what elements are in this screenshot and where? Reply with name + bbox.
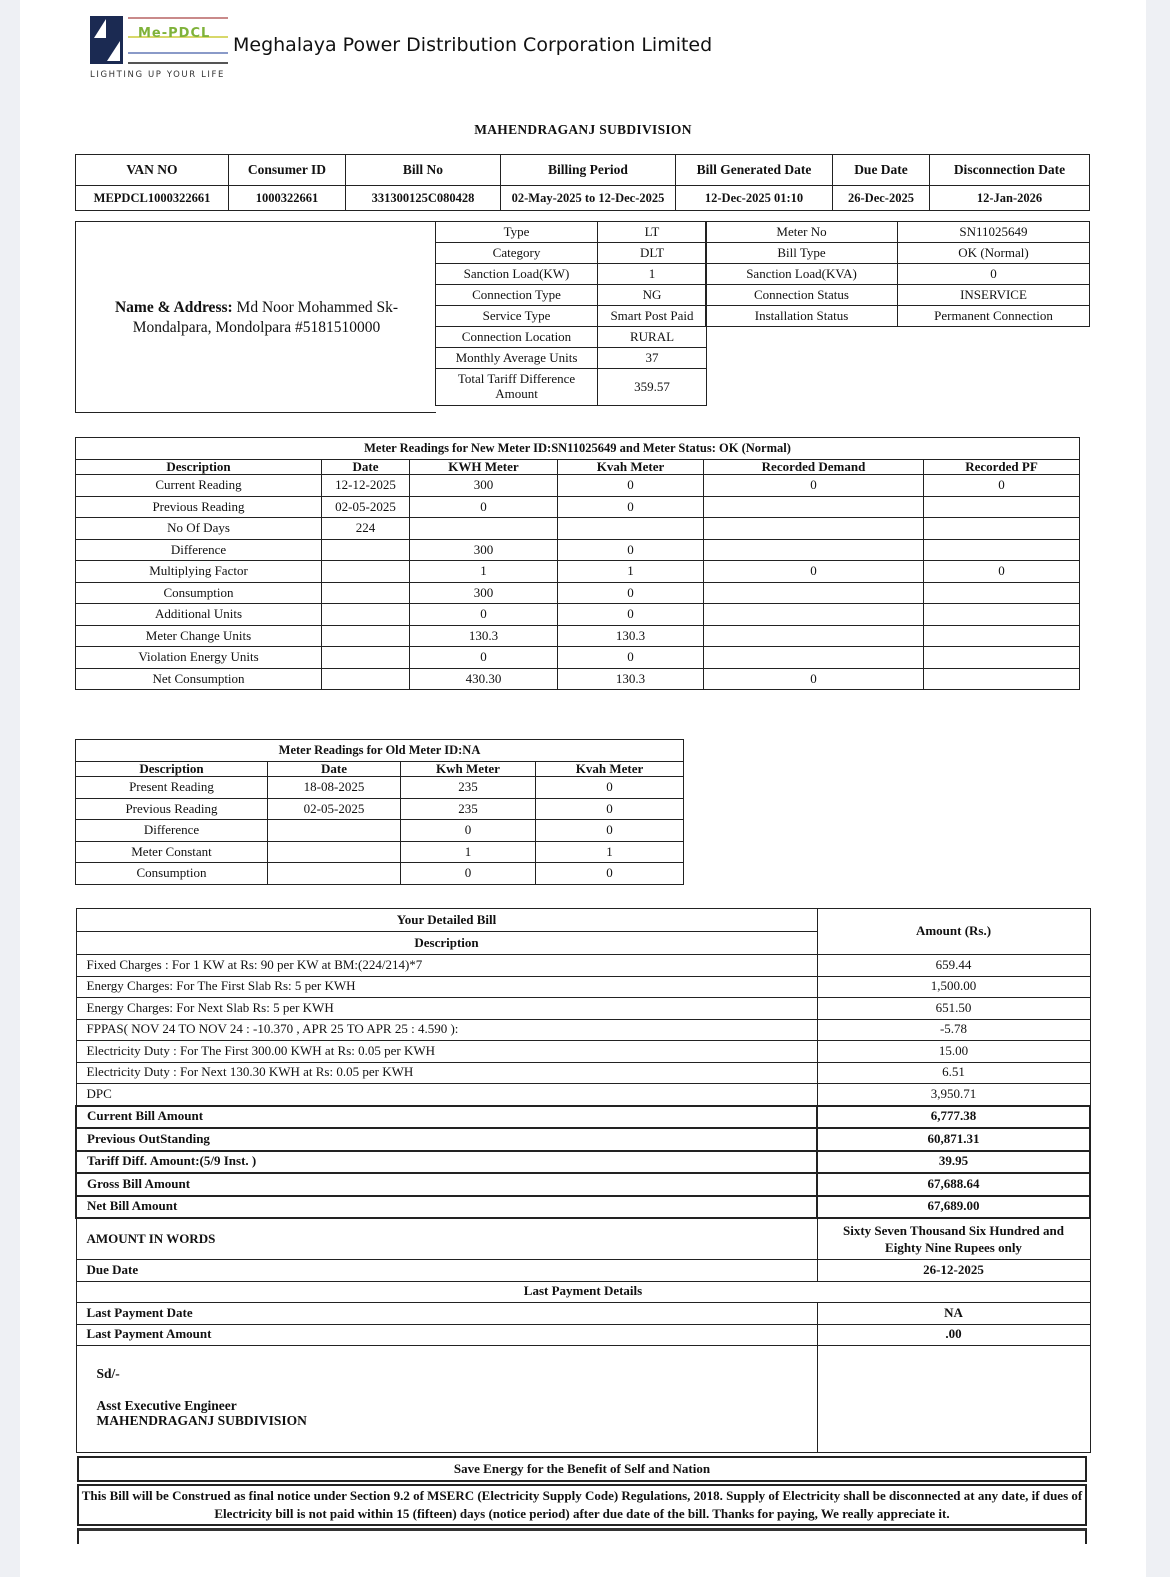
footer-slogan: Save Energy for the Benefit of Self and Nation <box>78 1457 1086 1481</box>
table-cell: 0 <box>558 496 704 518</box>
bill-due-date: 26-12-2025 <box>817 1260 1090 1282</box>
info-row <box>436 369 707 406</box>
table-cell: Due Date <box>76 1260 817 1282</box>
table-cell: Net Bill Amount <box>76 1196 817 1219</box>
disconnection-date: 12-Jan-2026 <box>930 186 1090 211</box>
header-due-date: Due Date <box>833 155 930 186</box>
signature-row <box>76 1346 1090 1453</box>
table-cell: Last Payment Amount <box>76 1324 817 1346</box>
table-cell: 12-12-2025 <box>322 475 410 497</box>
consumer-address: Mondalpara, Mondolpara #5181510000 <box>132 319 381 336</box>
table-cell: Service Type <box>436 306 598 327</box>
info-row <box>436 327 707 348</box>
table-row <box>76 841 684 863</box>
table-cell: Difference <box>76 820 268 842</box>
table-cell: 130.3 <box>558 625 704 647</box>
table-cell: 0 <box>558 647 704 669</box>
info-row <box>706 222 1090 243</box>
sanction-load-kva-value: 0 <box>898 264 1090 285</box>
table-cell <box>268 841 401 863</box>
table-cell: 0 <box>401 863 536 885</box>
logo-text: Me-PDCL <box>138 26 211 41</box>
table-cell <box>924 582 1080 604</box>
table-cell: 0 <box>558 539 704 561</box>
table-cell: 430.30 <box>410 668 558 690</box>
monthly-average-units-value: 37 <box>598 348 707 369</box>
table-cell: Date <box>268 761 401 777</box>
table-cell: Previous Reading <box>76 496 322 518</box>
table-cell: Energy Charges: For The First Slab Rs: 5 per KWH <box>76 976 817 998</box>
table-cell: 3,950.71 <box>817 1084 1090 1106</box>
charge-row <box>76 998 1090 1020</box>
bill-due-date-row <box>76 1260 1090 1282</box>
table-cell: Installation Status <box>706 306 898 327</box>
table-cell <box>268 820 401 842</box>
table-cell: KWH Meter <box>410 459 558 475</box>
signature-designation: Asst Executive Engineer <box>96 1397 237 1413</box>
table-cell: Type <box>436 222 598 243</box>
consumer-name: Md Noor Mohammed Sk- <box>236 299 398 316</box>
gross-bill-row <box>76 1173 1090 1196</box>
due-date: 26-Dec-2025 <box>833 186 930 211</box>
amount-in-words-row <box>76 1218 1090 1260</box>
name-address-label: Name & Address: <box>114 299 233 316</box>
table-cell: 1 <box>558 561 704 583</box>
charge-row <box>76 1062 1090 1084</box>
table-row <box>76 777 684 799</box>
charge-row <box>76 1019 1090 1041</box>
current-bill-row <box>76 1106 1090 1129</box>
table-cell: Description <box>76 459 322 475</box>
table-cell: Monthly Average Units <box>436 348 598 369</box>
connection-info-table-left <box>435 221 707 406</box>
installation-status-value: Permanent Connection <box>898 306 1090 327</box>
table-cell: 0 <box>401 820 536 842</box>
table-cell <box>410 518 558 540</box>
table-cell: 0 <box>410 647 558 669</box>
header-consumer-id: Consumer ID <box>229 155 346 186</box>
logo-mark-icon <box>90 16 123 64</box>
table-cell <box>704 604 924 626</box>
table-cell <box>924 668 1080 690</box>
table-cell: -5.78 <box>817 1019 1090 1041</box>
table-cell <box>322 647 410 669</box>
table-cell: Category <box>436 243 598 264</box>
table-cell: Connection Location <box>436 327 598 348</box>
signature-sd: Sd/- <box>96 1366 120 1381</box>
charge-row <box>76 955 1090 977</box>
table-cell: Difference <box>76 539 322 561</box>
bill-page <box>20 0 1146 1577</box>
table-cell: Meter Constant <box>76 841 268 863</box>
signature-block <box>76 1346 817 1453</box>
amount-in-words <box>817 1218 1090 1260</box>
table-row <box>76 820 684 842</box>
old-meter-header-row <box>76 761 684 777</box>
table-cell: AMOUNT IN WORDS <box>76 1218 817 1260</box>
info-row <box>436 264 707 285</box>
table-cell: Description <box>76 761 268 777</box>
new-meter-header-row <box>76 459 1080 475</box>
header-van-no: VAN NO <box>76 155 229 186</box>
footer-bottom-rule <box>77 1528 1087 1544</box>
table-cell: 0 <box>410 604 558 626</box>
table-cell: Consumption <box>76 582 322 604</box>
table-cell: Total Tariff Difference Amount <box>436 369 598 406</box>
table-cell <box>322 625 410 647</box>
table-cell: 130.3 <box>558 668 704 690</box>
table-cell: DPC <box>76 1084 817 1106</box>
table-row <box>76 475 1080 497</box>
previous-outstanding-row <box>76 1128 1090 1151</box>
table-cell: Current Bill Amount <box>76 1106 817 1129</box>
van-no: MEPDCL1000322661 <box>76 186 229 211</box>
subdivision-title: MAHENDRAGANJ SUBDIVISION <box>474 122 692 137</box>
table-cell: FPPAS( NOV 24 TO NOV 24 : -10.370 , APR 25 TO APR 25 : 4.590 ): <box>76 1019 817 1041</box>
table-cell: Eighty Nine Rupees only <box>885 1240 1022 1255</box>
table-cell: 1,500.00 <box>817 976 1090 998</box>
table-cell: Fixed Charges : For 1 KW at Rs: 90 per KW at BM:(224/214)*7 <box>76 955 817 977</box>
last-payment-date-row <box>76 1303 1090 1325</box>
old-meter-title: Meter Readings for Old Meter ID:NA <box>76 740 684 762</box>
table-cell: 651.50 <box>817 998 1090 1020</box>
table-cell: Meter No <box>706 222 898 243</box>
table-cell: Net Consumption <box>76 668 322 690</box>
table-cell: 235 <box>401 777 536 799</box>
table-cell <box>924 604 1080 626</box>
table-cell: 18-08-2025 <box>268 777 401 799</box>
table-cell: 0 <box>704 475 924 497</box>
table-cell: Kvah Meter <box>558 459 704 475</box>
table-cell: Multiplying Factor <box>76 561 322 583</box>
summary-value-row <box>76 186 1090 211</box>
table-cell <box>924 518 1080 540</box>
charge-row <box>76 976 1090 998</box>
meter-no-value: SN11025649 <box>898 222 1090 243</box>
footer-notice: This Bill will be Construed as final notice under Section 9.2 of MSERC (Electricity Supply Code) Regulations, 2018. Supply of Electricity shall be disconnected at any date, if dues of Electricity bill is not paid within 15 (fifteen) days (notice period) after due date of the bill. Thanks for paying, We really appreciate it. <box>78 1485 1086 1525</box>
new-meter-title: Meter Readings for New Meter ID:SN11025649 and Meter Status: OK (Normal) <box>76 438 1080 460</box>
table-cell: Present Reading <box>76 777 268 799</box>
amount-header: Amount (Rs.) <box>817 909 1090 955</box>
table-cell <box>268 863 401 885</box>
table-cell: Previous Reading <box>76 798 268 820</box>
connection-info-table-right <box>705 221 1090 327</box>
connection-status-value: INSERVICE <box>898 285 1090 306</box>
table-cell: 0 <box>558 604 704 626</box>
info-row <box>436 348 707 369</box>
table-cell: 0 <box>704 668 924 690</box>
info-row <box>706 285 1090 306</box>
new-meter-readings-table <box>75 437 1080 690</box>
table-cell: Violation Energy Units <box>76 647 322 669</box>
table-cell <box>924 647 1080 669</box>
detailed-bill-title: Your Detailed Bill <box>76 909 817 932</box>
table-row <box>76 561 1080 583</box>
table-cell <box>924 625 1080 647</box>
table-row <box>76 863 684 885</box>
table-cell: 300 <box>410 582 558 604</box>
info-row <box>436 306 707 327</box>
current-bill-amount: 6,777.38 <box>817 1106 1090 1129</box>
table-cell: Last Payment Date <box>76 1303 817 1325</box>
table-row <box>76 496 1080 518</box>
gross-bill-amount: 67,688.64 <box>817 1173 1090 1196</box>
previous-outstanding-amount: 60,871.31 <box>817 1128 1090 1151</box>
connection-location-value: RURAL <box>598 327 707 348</box>
table-cell <box>924 496 1080 518</box>
charge-row <box>76 1084 1090 1106</box>
charge-row <box>76 1041 1090 1063</box>
table-row <box>76 539 1080 561</box>
table-cell: Consumption <box>76 863 268 885</box>
tariff-diff-amount: 39.95 <box>817 1151 1090 1174</box>
table-cell: 130.3 <box>410 625 558 647</box>
table-cell <box>322 539 410 561</box>
table-cell: Kwh Meter <box>401 761 536 777</box>
bill-type-value: OK (Normal) <box>898 243 1090 264</box>
table-cell: Recorded PF <box>924 459 1080 475</box>
header-bill-generated-date: Bill Generated Date <box>676 155 833 186</box>
table-cell: 0 <box>558 582 704 604</box>
table-cell: Bill Type <box>706 243 898 264</box>
table-cell <box>704 625 924 647</box>
table-cell: No Of Days <box>76 518 322 540</box>
table-cell <box>558 518 704 540</box>
detailed-bill-table <box>75 908 1091 1453</box>
table-cell: 1 <box>536 841 684 863</box>
table-cell: Additional Units <box>76 604 322 626</box>
table-cell <box>704 582 924 604</box>
table-cell: Connection Status <box>706 285 898 306</box>
table-row <box>76 582 1080 604</box>
billing-period: 02-May-2025 to 12-Dec-2025 <box>501 186 676 211</box>
bill-no: 331300125C080428 <box>346 186 501 211</box>
table-cell <box>322 604 410 626</box>
table-cell <box>924 539 1080 561</box>
info-row <box>706 264 1090 285</box>
table-cell: 1 <box>410 561 558 583</box>
service-type-value: Smart Post Paid <box>598 306 707 327</box>
table-cell: Previous OutStanding <box>76 1128 817 1151</box>
table-cell: Tariff Diff. Amount:(5/9 Inst. ) <box>76 1151 817 1174</box>
table-row <box>76 518 1080 540</box>
total-tariff-difference-value: 359.57 <box>598 369 707 406</box>
info-row <box>436 243 707 264</box>
sanction-load-kw-value: 1 <box>598 264 707 285</box>
table-cell: 0 <box>536 820 684 842</box>
table-row <box>76 798 684 820</box>
last-payment-date: NA <box>817 1303 1090 1325</box>
table-cell: Electricity Duty : For Next 130.30 KWH at Rs: 0.05 per KWH <box>76 1062 817 1084</box>
table-cell: 02-05-2025 <box>268 798 401 820</box>
table-cell: Sixty Seven Thousand Six Hundred and <box>843 1223 1064 1238</box>
table-cell: Date <box>322 459 410 475</box>
table-cell: 659.44 <box>817 955 1090 977</box>
table-cell: 0 <box>558 475 704 497</box>
table-row <box>76 668 1080 690</box>
net-bill-row <box>76 1196 1090 1219</box>
summary-header-row <box>76 155 1090 186</box>
table-cell: 300 <box>410 475 558 497</box>
table-cell: Sanction Load(KVA) <box>706 264 898 285</box>
bill-summary-table <box>75 154 1090 211</box>
table-row <box>76 604 1080 626</box>
signature-office: MAHENDRAGANJ SUBDIVISION <box>96 1413 307 1429</box>
last-payment-amount-row <box>76 1324 1090 1346</box>
table-cell: 1 <box>401 841 536 863</box>
table-cell <box>704 647 924 669</box>
bill-generated-date: 12-Dec-2025 01:10 <box>676 186 833 211</box>
table-cell <box>704 539 924 561</box>
table-cell: 0 <box>924 561 1080 583</box>
table-cell: 0 <box>536 863 684 885</box>
table-cell: 0 <box>536 777 684 799</box>
table-cell: 0 <box>410 496 558 518</box>
old-meter-readings-table <box>75 739 684 885</box>
table-cell <box>704 496 924 518</box>
header-disconnection-date: Disconnection Date <box>930 155 1090 186</box>
table-cell: 0 <box>536 798 684 820</box>
tariff-diff-row <box>76 1151 1090 1174</box>
table-cell: Connection Type <box>436 285 598 306</box>
consumer-id: 1000322661 <box>229 186 346 211</box>
table-cell: Recorded Demand <box>704 459 924 475</box>
table-cell <box>322 582 410 604</box>
table-cell: 0 <box>704 561 924 583</box>
info-row <box>436 285 707 306</box>
table-cell: 6.51 <box>817 1062 1090 1084</box>
table-cell: 02-05-2025 <box>322 496 410 518</box>
net-bill-amount: 67,689.00 <box>817 1196 1090 1219</box>
info-row <box>706 306 1090 327</box>
description-header: Description <box>76 932 817 955</box>
footer-notice-table <box>77 1484 1087 1526</box>
info-row <box>436 222 707 243</box>
table-cell: 235 <box>401 798 536 820</box>
table-cell <box>322 668 410 690</box>
footer-slogan-table <box>77 1456 1087 1482</box>
header-bill-no: Bill No <box>346 155 501 186</box>
category-value: DLT <box>598 243 707 264</box>
table-cell: Energy Charges: For Next Slab Rs: 5 per KWH <box>76 998 817 1020</box>
company-name: Meghalaya Power Distribution Corporation Limited <box>233 34 713 56</box>
info-row <box>706 243 1090 264</box>
type-value: LT <box>598 222 707 243</box>
table-cell: Current Reading <box>76 475 322 497</box>
table-cell: Gross Bill Amount <box>76 1173 817 1196</box>
table-cell: Electricity Duty : For The First 300.00 KWH at Rs: 0.05 per KWH <box>76 1041 817 1063</box>
table-cell: Sanction Load(KW) <box>436 264 598 285</box>
company-logo <box>90 16 230 68</box>
last-payment-title: Last Payment Details <box>76 1281 1090 1303</box>
table-cell <box>322 561 410 583</box>
consumer-address-box <box>75 221 436 413</box>
table-row <box>76 625 1080 647</box>
table-cell: 15.00 <box>817 1041 1090 1063</box>
table-cell: 0 <box>924 475 1080 497</box>
last-payment-amount: .00 <box>817 1324 1090 1346</box>
table-row <box>76 647 1080 669</box>
tagline: LIGHTING UP YOUR LIFE <box>90 70 225 80</box>
table-cell: Meter Change Units <box>76 625 322 647</box>
table-cell: 224 <box>322 518 410 540</box>
header-billing-period: Billing Period <box>501 155 676 186</box>
table-cell: 300 <box>410 539 558 561</box>
connection-type-value: NG <box>598 285 707 306</box>
table-cell <box>704 518 924 540</box>
table-cell: Kvah Meter <box>536 761 684 777</box>
